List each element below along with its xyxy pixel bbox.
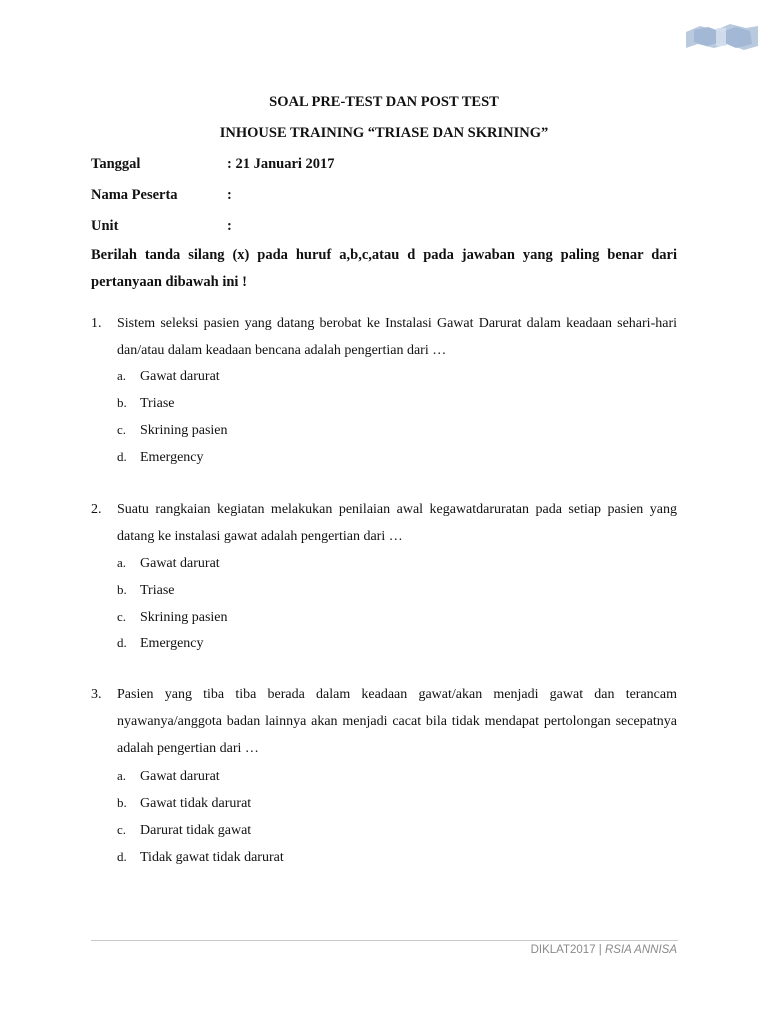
question-number: 2. (91, 502, 102, 517)
footer-separator: | (595, 944, 605, 956)
field-value: : (227, 218, 232, 234)
document-title: SOAL PRE-TEST DAN POST TEST (269, 94, 499, 110)
answer-option[interactable] (117, 422, 228, 439)
option-text: Skrining pasien (140, 423, 228, 438)
option-letter: b. (117, 795, 127, 810)
field-label: Tanggal (91, 156, 141, 172)
field-tanggal (91, 156, 335, 173)
option-text: Gawat darurat (140, 369, 220, 384)
question-text: Suatu rangkaian kegiatan melakukan penilaian awal kegawatdaruratan pada setiap pasien yang datang ke instalasi gawat adalah pengertian dari … (117, 502, 677, 544)
option-letter: d. (117, 635, 127, 650)
answer-option[interactable] (117, 609, 228, 626)
answer-option[interactable] (117, 582, 175, 599)
option-letter: b. (117, 582, 127, 597)
answer-option[interactable] (117, 768, 220, 785)
footer-left: DIKLAT2017 (530, 944, 596, 956)
field-label: Unit (91, 218, 119, 234)
question-text: Sistem seleksi pasien yang datang berobat ke Instalasi Gawat Darurat dalam keadaan sehari-hari dan/atau dalam keadaan bencana adalah pengertian dari … (117, 316, 677, 358)
answer-option[interactable] (117, 822, 251, 839)
document-subtitle: INHOUSE TRAINING “TRIASE DAN SKRINING” (219, 125, 549, 141)
field-value: : 21 Januari 2017 (227, 156, 335, 172)
option-text: Gawat tidak darurat (140, 796, 252, 811)
option-text: Triase (140, 396, 175, 411)
option-text: Emergency (140, 636, 204, 651)
option-text: Triase (140, 583, 175, 598)
answer-option[interactable] (117, 555, 220, 572)
field-label: Nama Peserta (91, 187, 178, 203)
page-footer (531, 944, 677, 956)
option-letter: a. (117, 368, 127, 383)
header-decoration (686, 24, 758, 50)
instruction-text: Berilah tanda silang (x) pada huruf a,b,c,atau d pada jawaban yang paling benar dari pertanyaan dibawah ini ! (91, 247, 677, 290)
option-text: Gawat darurat (140, 556, 220, 571)
question-number: 1. (91, 316, 102, 331)
answer-option[interactable] (117, 395, 175, 412)
question-number: 3. (91, 687, 102, 702)
answer-option[interactable] (117, 635, 204, 652)
option-letter: a. (117, 555, 127, 570)
option-text: Emergency (140, 450, 204, 465)
option-letter: d. (117, 449, 127, 464)
option-text: Tidak gawat tidak darurat (140, 850, 284, 865)
footer-divider (91, 940, 678, 941)
field-nama-peserta (91, 187, 232, 204)
option-text: Skrining pasien (140, 610, 228, 625)
footer-right: RSIA ANNISA (605, 944, 677, 956)
option-letter: d. (117, 849, 127, 864)
answer-option[interactable] (117, 795, 251, 812)
option-letter: c. (117, 422, 127, 437)
field-unit (91, 218, 232, 235)
option-text: Darurat tidak gawat (140, 823, 252, 838)
answer-option[interactable] (117, 449, 204, 466)
answer-option[interactable] (117, 368, 220, 385)
field-value: : (227, 187, 232, 203)
option-letter: b. (117, 395, 127, 410)
answer-option[interactable] (117, 849, 284, 866)
option-letter: c. (117, 822, 127, 837)
question-text: Pasien yang tiba tiba berada dalam keadaan gawat/akan menjadi gawat dan terancam nyawanya/anggota badan lainnya akan menjadi cacat bila tidak mendapat pertolongan secepatnya adalah pengertian dari … (117, 687, 677, 756)
option-text: Gawat darurat (140, 769, 220, 784)
option-letter: a. (117, 768, 127, 783)
option-letter: c. (117, 609, 127, 624)
